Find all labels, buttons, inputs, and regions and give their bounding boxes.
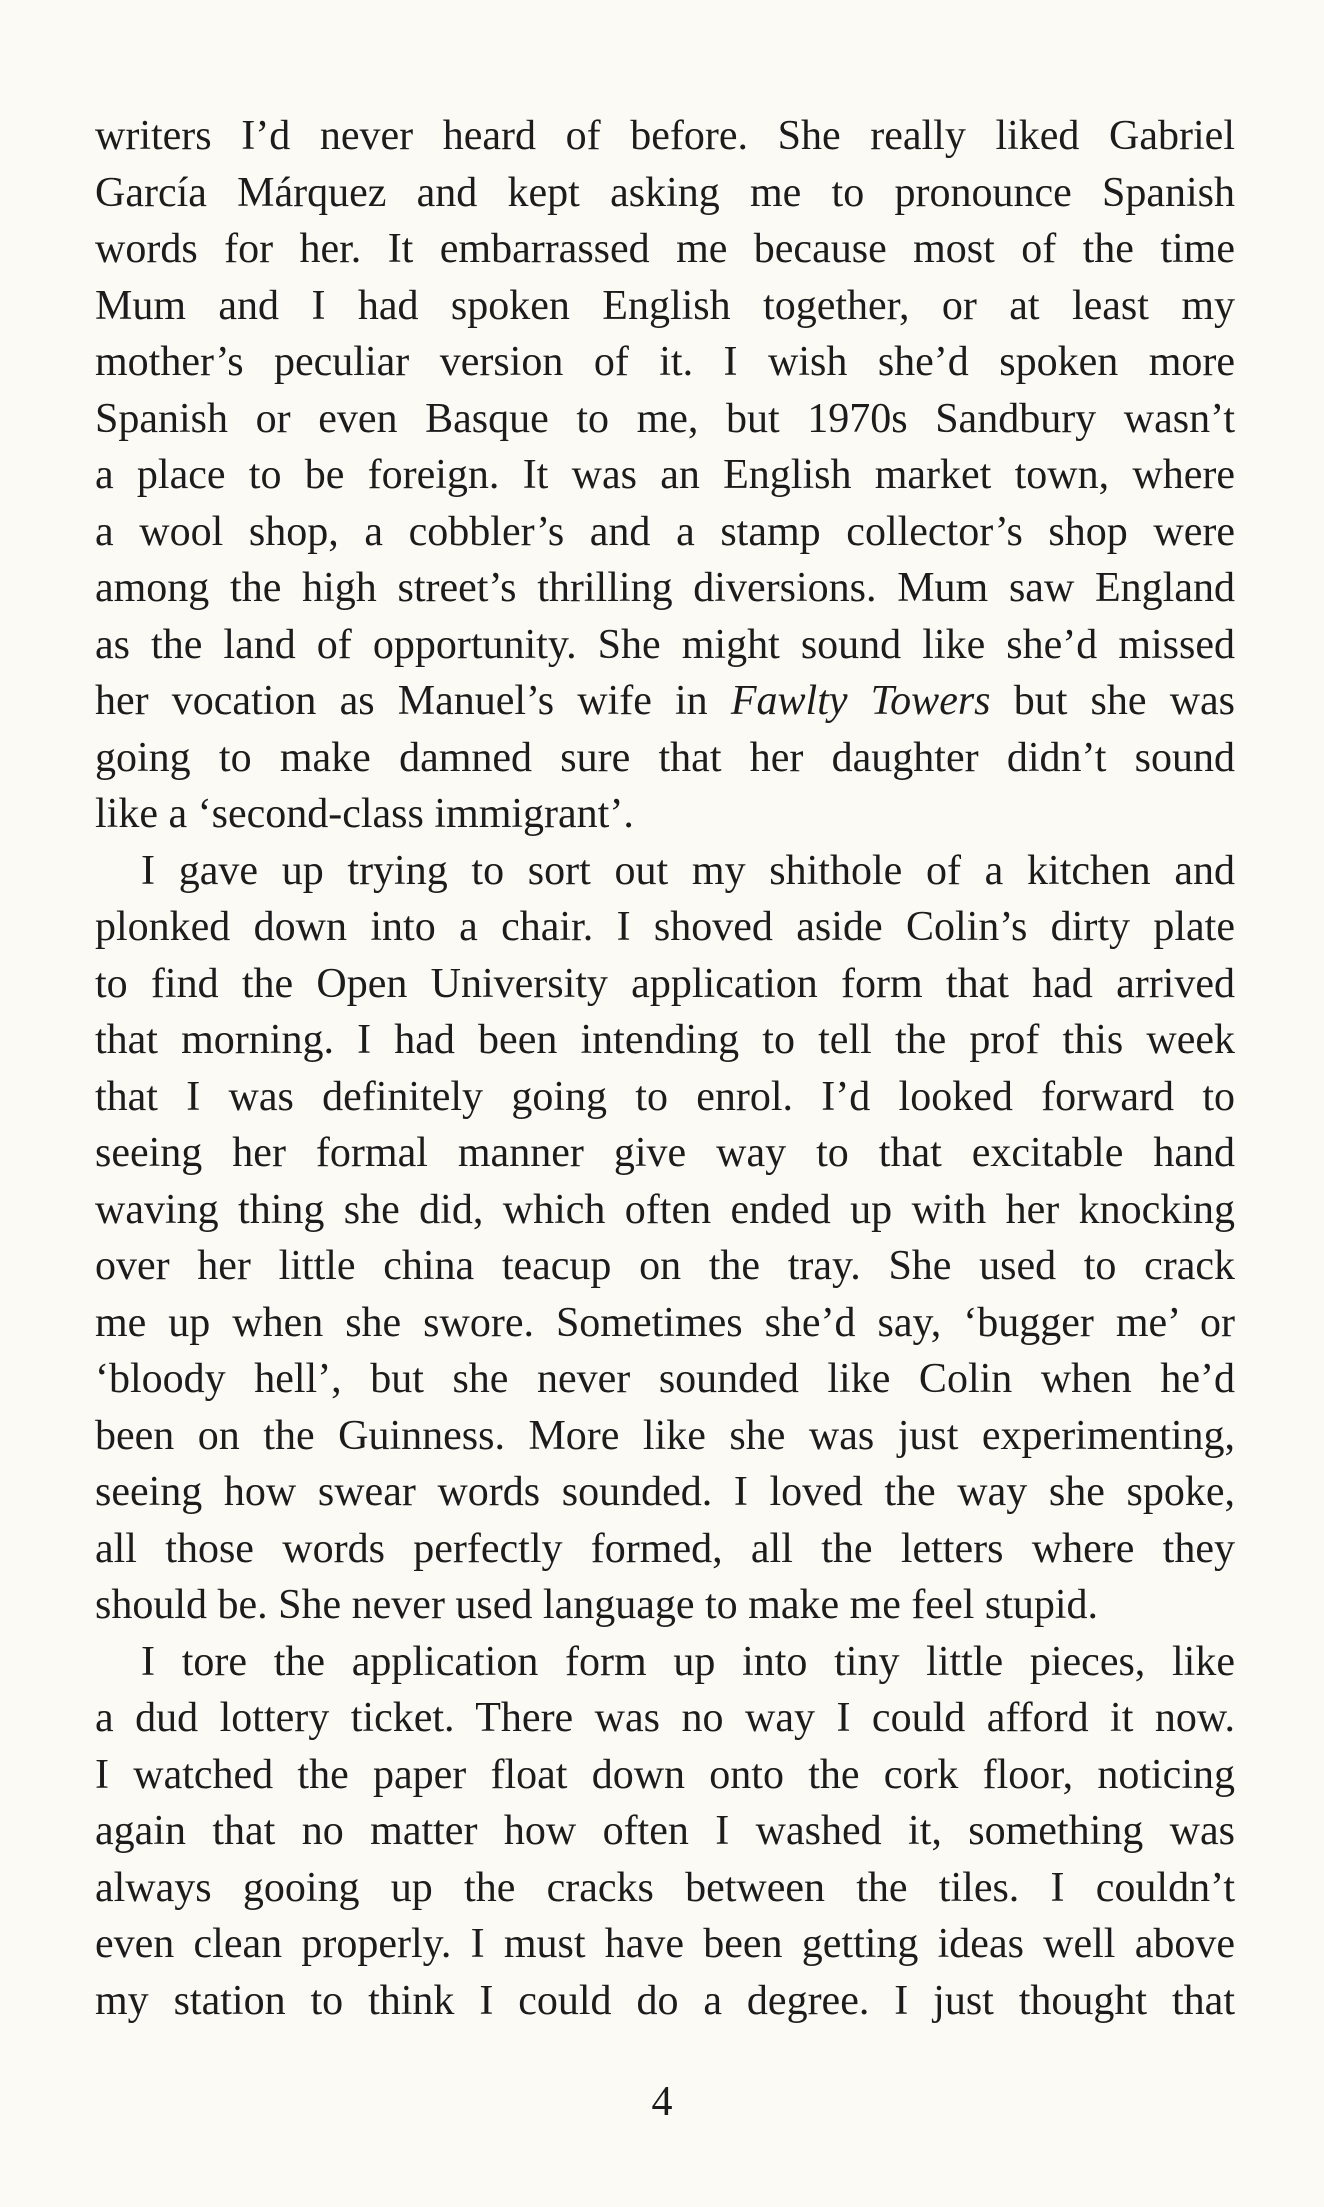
text-line: a place to be foreign. It was an English market town, where — [95, 452, 1235, 498]
text-line-paragraph-start: I tore the application form up into tiny little pieces, like — [141, 1638, 1235, 1685]
book-title-italic: Fawlty Towers — [730, 678, 991, 724]
text-line: my station to think I could do a degree. I just thought that — [95, 1977, 1235, 2024]
text-line: over her little china teacup on the tray. She used to crack — [95, 1243, 1235, 1289]
text-line: I watched the paper float down onto the cork floor, noticing — [95, 1751, 1235, 1798]
text-line: again that no matter how often I washed it, something was — [95, 1808, 1235, 1854]
text-line: writers I’d never heard of before. She really liked Gabriel — [95, 113, 1235, 159]
text-line: should be. She never used language to make me feel stupid. — [95, 1582, 1099, 1628]
text-line: going to make damned sure that her daughter didn’t sound — [95, 734, 1235, 781]
text-line: that I was definitely going to enrol. I’d looked forward to — [95, 1073, 1235, 1120]
text-line — [95, 673, 1235, 730]
text-line: to find the Open University application form that had arrived — [95, 960, 1235, 1007]
text-line: waving thing she did, which often ended up with her knocking — [95, 1186, 1235, 1233]
text-line: as the land of opportunity. She might sound like she’d missed — [95, 621, 1235, 668]
text-line: among the high street’s thrilling diversions. Mum saw England — [95, 565, 1235, 611]
text-line: even clean properly. I must have been getting ideas well above — [95, 1921, 1235, 1967]
text-line: Spanish or even Basque to me, but 1970s Sandbury wasn’t — [95, 395, 1235, 442]
text-line: García Márquez and kept asking me to pronounce Spanish — [95, 169, 1235, 216]
text-line: been on the Guinness. More like she was just experimenting, — [95, 1412, 1235, 1459]
text-line: seeing how swear words sounded. I loved the way she spoke, — [95, 1469, 1235, 1515]
text-line: a dud lottery ticket. There was no way I could afford it now. — [95, 1695, 1235, 1741]
body-text — [95, 108, 1235, 2029]
text-line: mother’s peculiar version of it. I wish she’d spoken more — [95, 339, 1235, 385]
text-line: words for her. It embarrassed me because most of the time — [95, 226, 1235, 272]
text-line: that morning. I had been intending to tell the prof this week — [95, 1017, 1235, 1063]
text-line: like a ‘second-class immigrant’. — [95, 791, 634, 837]
text-line: always gooing up the cracks between the tiles. I couldn’t — [95, 1864, 1235, 1911]
text-line: a wool shop, a cobbler’s and a stamp collector’s shop were — [95, 508, 1235, 555]
text-line: all those words perfectly formed, all the letters where they — [95, 1525, 1235, 1572]
page-number: 4 — [651, 2079, 673, 2125]
text-line: ‘bloody hell’, but she never sounded like Colin when he’d — [95, 1356, 1235, 1402]
text-line-paragraph-start: I gave up trying to sort out my shithole of a kitchen and — [141, 847, 1235, 894]
text-line: seeing her formal manner give way to that excitable hand — [95, 1130, 1235, 1176]
text-segment: but she was — [990, 678, 1236, 724]
text-line: Mum and I had spoken English together, or at least my — [95, 282, 1235, 329]
text-line: me up when she swore. Sometimes she’d say, ‘bugger me’ or — [95, 1299, 1235, 1346]
text-line: plonked down into a chair. I shoved aside Colin’s dirty plate — [95, 904, 1235, 950]
text-segment: her vocation as Manuel’s wife in — [95, 678, 731, 724]
